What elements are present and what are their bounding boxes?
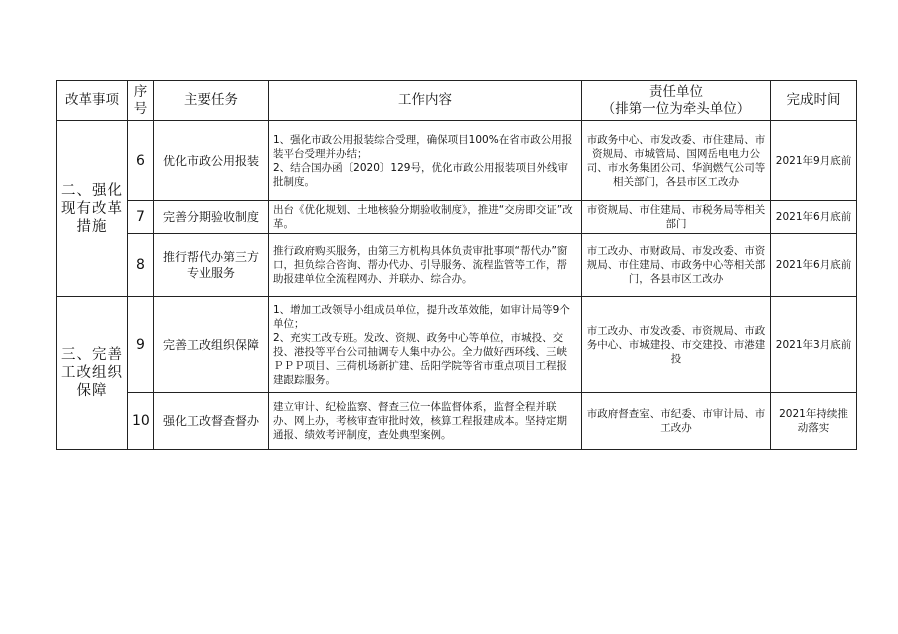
table-row xyxy=(57,297,857,393)
table-row xyxy=(57,234,857,297)
header-time: 完成时间 xyxy=(771,81,857,121)
header-unit-main: 责任单位 xyxy=(649,83,703,100)
row-unit: 市政府督查室、市纪委、市审计局、市工改办 xyxy=(582,393,771,450)
row-time: 2021年6月底前 xyxy=(771,234,857,297)
row-num: 8 xyxy=(128,234,154,297)
content-line: 1、强化市政公用报装综合受理，确保项目100%在省市政公用报装平台受理并办结； xyxy=(273,133,573,160)
row-time: 2021年9月底前 xyxy=(771,121,857,201)
reform-task-table xyxy=(56,80,857,450)
table-row xyxy=(57,201,857,234)
row-content xyxy=(269,234,582,297)
row-content xyxy=(269,297,582,393)
row-num: 9 xyxy=(128,297,154,393)
row-task: 完善工改组织保障 xyxy=(154,297,269,393)
header-num: 序号 xyxy=(128,81,154,121)
row-unit: 市工改办、市发改委、市资规局、市政务中心、市城建投、市交建投、市港建投 xyxy=(582,297,771,393)
row-content xyxy=(269,201,582,234)
row-unit: 市工改办、市财政局、市发改委、市资规局、市住建局、市政务中心等相关部门，各县市区工改办 xyxy=(582,234,771,297)
content-line: 建立审计、纪检监察、督查三位一体监督体系，监督全程并联办、网上办，考核审查审批时效，核算工程报建成本。坚持定期通报、绩效考评制度，查处典型案例。 xyxy=(273,401,567,441)
header-task: 主要任务 xyxy=(154,81,269,121)
row-time: 2021年3月底前 xyxy=(771,297,857,393)
row-task: 推行帮代办第三方专业服务 xyxy=(154,234,269,297)
row-unit: 市资规局、市住建局、市税务局等相关部门 xyxy=(582,201,771,234)
group-cell: 二、强化现有改革措施 xyxy=(57,121,128,297)
row-content xyxy=(269,393,582,450)
row-unit: 市政务中心、市发改委、市住建局、市资规局、市城管局、国网岳电电力公司、市水务集团公司、华润燃气公司等相关部门，各县市区工改办 xyxy=(582,121,771,201)
row-task: 完善分期验收制度 xyxy=(154,201,269,234)
header-item: 改革事项 xyxy=(57,81,128,121)
header-unit xyxy=(582,81,771,121)
content-line: 推行政府购买服务，由第三方机构具体负责审批事项“帮代办”窗口，担负综合咨询、帮办代办、引导服务、流程监管等工作，帮助报建单位全流程网办、并联办、综合办。 xyxy=(273,245,568,285)
header-row xyxy=(57,81,857,121)
header-content: 工作内容 xyxy=(269,81,582,121)
content-line: 2、结合国办函〔2020〕129号，优化市政公用报装项目外线审批制度。 xyxy=(273,161,568,188)
row-time: 2021年持续推动落实 xyxy=(771,393,857,450)
row-content xyxy=(269,121,582,201)
group-cell: 三、完善工改组织保障 xyxy=(57,297,128,450)
row-num: 6 xyxy=(128,121,154,201)
row-task: 优化市政公用报装 xyxy=(154,121,269,201)
content-line: 2、充实工改专班。发改、资规、政务中心等单位，市城投、交投、港投等平台公司抽调专人集中办公。全力做好西环线、三峡ＰＰＰ项目、三荷机场新扩建、岳阳学院等省市重点项目工程报建跟踪服务。 xyxy=(273,331,567,386)
row-num: 7 xyxy=(128,201,154,234)
header-unit-sub: （排第一位为牵头单位） xyxy=(601,100,751,117)
row-task: 强化工改督查督办 xyxy=(154,393,269,450)
content-line: 出台《优化规划、土地核验分期验收制度》，推进“交房即交证”改革。 xyxy=(273,204,573,230)
content-line: 1、增加工改领导小组成员单位，提升改革效能，如审计局等9个单位； xyxy=(273,303,570,330)
row-num: 10 xyxy=(128,393,154,450)
table-row xyxy=(57,121,857,201)
row-time: 2021年6月底前 xyxy=(771,201,857,234)
table-row xyxy=(57,393,857,450)
